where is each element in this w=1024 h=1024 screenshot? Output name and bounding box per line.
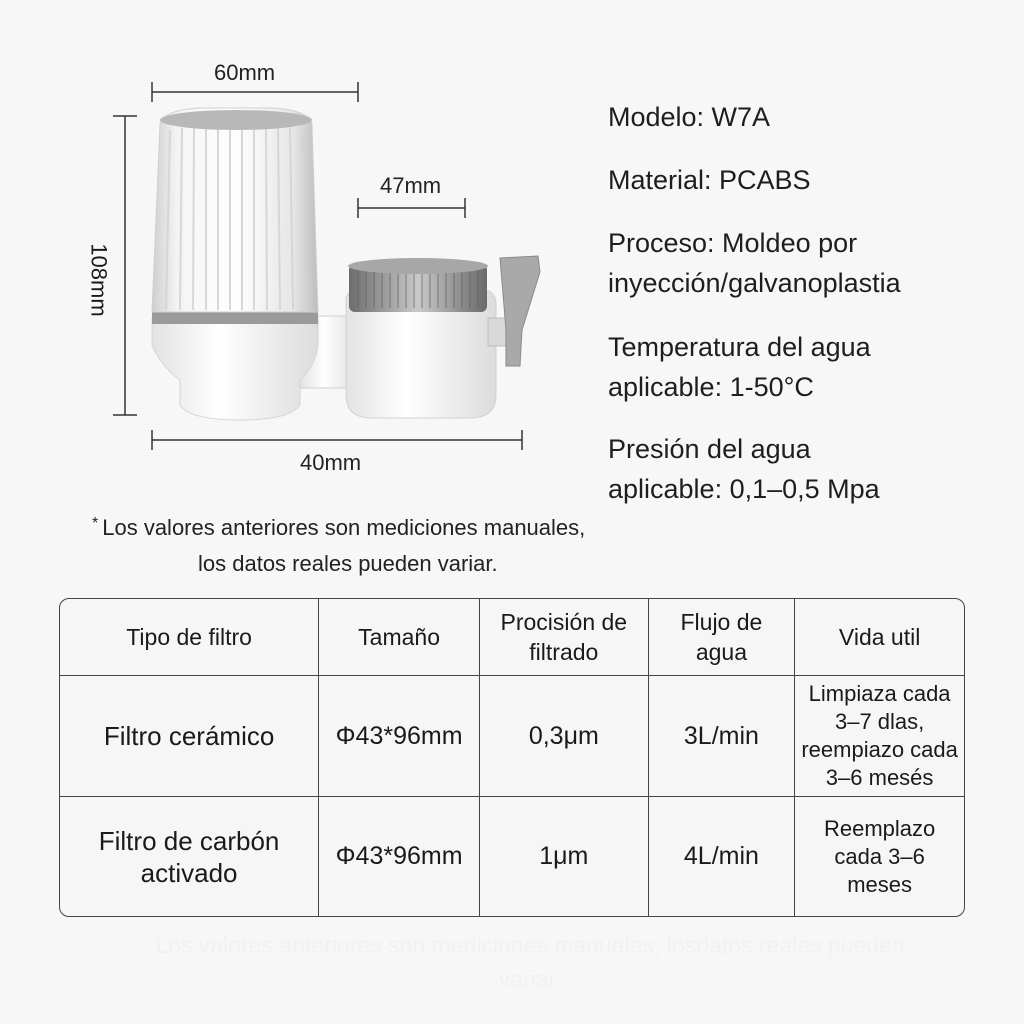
spec-pressure-line2: aplicable: 0,1–0,5 Mpa [608,474,880,504]
spec-temperature-line2: aplicable: 1-50°C [608,372,814,402]
row2-filter-type-line1: Filtro de carbón [98,825,280,856]
spec-process-line2: inyección/galvanoplastia [608,268,901,298]
row2-flow: 4L/min [649,797,796,916]
spec-model: Modelo: W7A [608,102,771,132]
row1-size: Φ43*96mm [319,676,480,797]
row2-life-line1: Reemplazo [823,815,936,841]
row2-size: Φ43*96mm [319,797,480,916]
dimension-bottom-width: 40mm [300,450,362,475]
row1-filter-type: Filtro cerámico [60,676,319,797]
note-text-line1: Los valores anteriores son mediciones manuales, [102,515,586,540]
row2-life [795,797,964,916]
spec-pressure [608,429,880,509]
footer-ghost-line1: Los valores anteriores son mediciones manuales, losdatos reales pueden [155,932,905,958]
dimension-outlet-width: 47mm [380,173,442,198]
filter-cap-top [160,110,312,130]
measurement-note-line1 [92,515,585,541]
filter-spec-table [59,598,965,917]
dimension-height: 108mm [86,243,112,317]
row1-life [795,676,964,797]
spec-process-line1: Proceso: Moldeo por [608,228,858,258]
row1-precision: 0,3μm [480,676,649,797]
row2-precision: 1μm [480,797,649,916]
header-filter-type: Tipo de filtro [60,599,319,676]
filter-trim-ring [152,312,318,324]
spec-temperature [608,327,871,407]
spec-pressure-line1: Presión del agua [608,434,811,464]
valve-lever [500,256,540,366]
header-life: Vida util [795,599,964,676]
header-precision [480,599,649,676]
header-size: Tamaño [319,599,480,676]
footer-ghost-line2: variar. [498,966,562,992]
spec-process [608,223,901,303]
row2-life-line2: cada 3–6 meses [834,843,925,897]
spec-temperature-line1: Temperatura del agua [608,332,871,362]
note-asterisk: * [92,515,99,532]
header-flow-line1: Flujo de [680,609,763,635]
table-row [60,797,964,916]
spec-material: Material: PCABS [608,165,811,195]
row1-flow: 3L/min [649,676,796,797]
row1-life-line1: Limpiaza cada [808,681,951,706]
header-precision-line1: Procisión de [500,609,628,635]
header-flow [649,599,796,676]
row2-filter-type-line2: activado [140,857,238,888]
footer-ghost-note [90,928,970,998]
row1-life-line2: 3–7 dlas, [834,709,925,734]
table-header-row [60,599,964,676]
row1-life-line4: 3–6 mesés [825,765,934,790]
measurement-note-line2: los datos reales pueden variar. [198,551,498,576]
header-flow-line2: agua [695,639,747,665]
row1-life-line3: reempiazo cada [801,737,958,762]
filter-base [152,318,318,420]
header-precision-line2: filtrado [529,639,599,665]
table-row [60,676,964,797]
dimension-top-width: 60mm [214,60,276,85]
outlet-ring-top [348,258,488,274]
row2-filter-type [60,797,319,916]
